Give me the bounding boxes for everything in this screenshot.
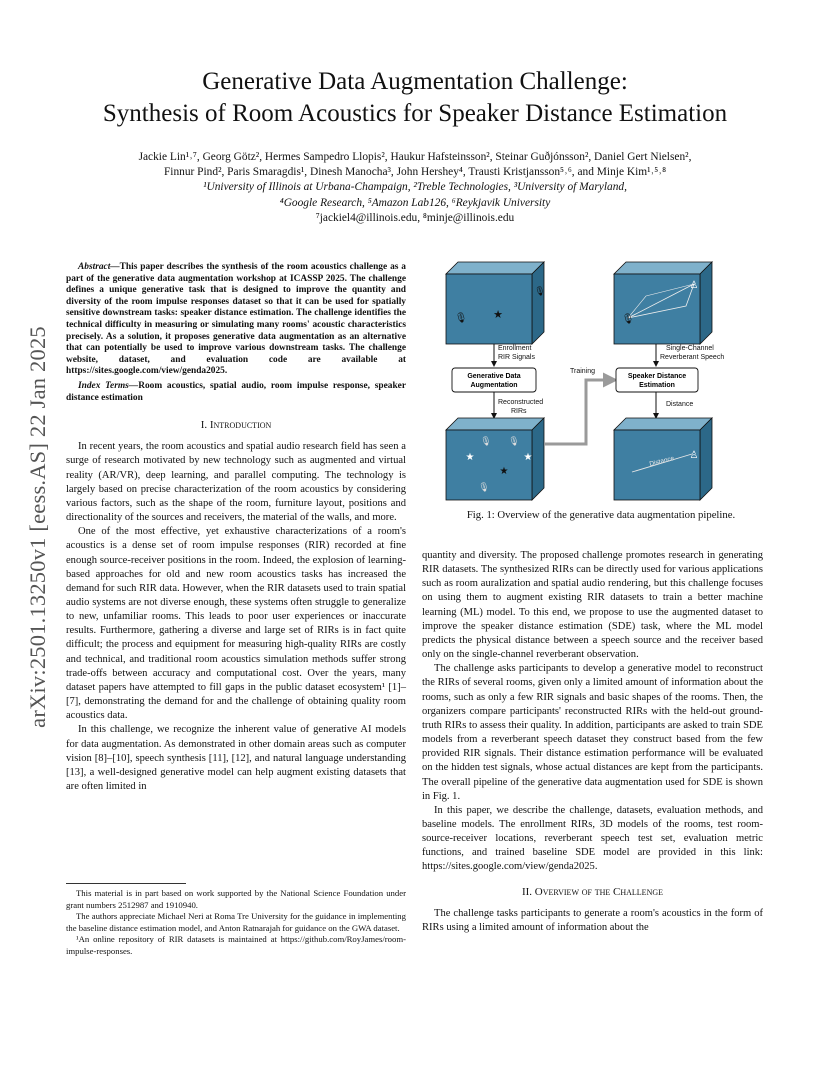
label-training: Training bbox=[570, 368, 596, 375]
right-paragraph-3: In this paper, we describe the challenge, datasets, evaluation methods, and baseline models. The enrollment RIRs, 3D models of the rooms, test room-source-receiver locations, reverberant speech test set, evaluation metric functions, and trained baseline SDE model are provided in this link: https://sites.google.com/view/genda2025. bbox=[422, 804, 763, 873]
footnote-acknowledgement: The authors appreciate Michael Neri at Roma Tre University for the guidance in implementing the baseline distance estimation model, and Anton Ratnarajah for guidance on the GWA dataset. bbox=[66, 911, 406, 933]
title-line-1: Generative Data Augmentation Challenge: bbox=[202, 68, 628, 95]
microphone-icon-2: 🎙 bbox=[534, 286, 546, 296]
abstract-text: This paper describes the synthesis of the room acoustics challenge as a part of the generative data augmentation workshop at ICASSP 2025. The challenge defines a unique generative task that is designed to improve the quantity and diversity of the room impulse responses dataset so that it can be used for spatially sensitive downstream tasks: speaker distance estimation. The challenge identifies the technical difficulty in measuring or simulating many rooms' acoustic characteristics precisely. As a solution, it proposes generative data augmentation as an alternative that can potentially be used to improve various downstream tasks. The challenge website, dataset, and evaluation code are available at https://sites.google.com/view/genda2025. bbox=[66, 262, 406, 377]
box-gen-line-1: Generative Data bbox=[467, 373, 521, 380]
room-cube-enrollment bbox=[446, 262, 546, 344]
left-column bbox=[66, 262, 406, 794]
box-sde-line-1: Speaker Distance bbox=[627, 373, 687, 380]
affiliations-line-1: ¹University of Illinois at Urbana-Champaign, ²Treble Technologies, ³University of Maryland, bbox=[203, 181, 627, 194]
box-generative-augmentation bbox=[452, 368, 536, 392]
overview-paragraph: The challenge tasks participants to generate a room's acoustics in the form of RIRs using a limited amount of information about the bbox=[422, 907, 763, 933]
footnote-repository: ¹An online repository of RIR datasets is maintained at https://github.com/RoyJames/room-impulse-responses. bbox=[66, 934, 406, 956]
microphone-icon-r1: 🎙 bbox=[480, 436, 492, 446]
source-star-icon-1: ★ bbox=[465, 452, 475, 463]
authors-line-2: Finnur Pind², Paris Smaragdis¹, Dinesh Manocha³, John Hershey⁴, Trausti Kristjansson⁵˒⁶, and Minje Kim¹˒⁵˒⁸ bbox=[163, 166, 667, 179]
label-distance-room: Distance bbox=[648, 455, 676, 468]
abstract-label: Abstract— bbox=[78, 262, 120, 272]
room-cube-speech bbox=[614, 262, 712, 344]
arxiv-stamp bbox=[18, 282, 58, 772]
speaker-person-icon-2: ♙ bbox=[689, 450, 699, 461]
right-paragraph-2: The challenge asks participants to develop a generative model to reconstruct the RIRs of several rooms, given only a limited amount of information about the rooms, such as only a few RIR signals and basic shapes of the rooms. Then, the organizers compare participants' reconstructed RIRs with the held-out ground-truth RIRs to assess their quality. In addition, participants are asked to train SDE models from a reverberant speech dataset they construct based from the few provided RIR signals. Their distance estimation performance will be evaluated on the hidden test signals, whose actual distances are kept from the participants. The overall pipeline of the generative data augmentation used for SDE is shown in Fig. 1. bbox=[422, 663, 763, 802]
box-gen-line-2: Augmentation bbox=[470, 382, 518, 389]
microphone-icon-r3: 🎙 bbox=[478, 482, 490, 492]
speaker-person-icon: ♙ bbox=[689, 280, 699, 291]
label-rirs: RIRs bbox=[511, 408, 527, 415]
section-heading-intro: I. Introduction bbox=[200, 419, 272, 432]
authors-line-1: Jackie Lin¹˒⁷, Georg Götz², Hermes Sampedro Llopis², Haukur Hafsteinsson², Steinar Guðjónsson², Daniel Gert Nielsen², bbox=[138, 151, 692, 163]
affiliations-line-2: ⁴Google Research, ⁵Amazon Lab126, ⁶Reykjavik University bbox=[279, 196, 551, 209]
title-line-2: Synthesis of Room Acoustics for Speaker Distance Estimation bbox=[102, 100, 728, 127]
room-cube-distance bbox=[614, 418, 712, 500]
footnote-funding: This material is in part based on work supported by the National Science Foundation under grant numbers 2512987 and 1910940. bbox=[66, 888, 406, 910]
figure-caption: Fig. 1: Overview of the generative data augmentation pipeline. bbox=[466, 509, 736, 521]
label-enrollment: Enrollment bbox=[498, 345, 532, 352]
label-reverberant-speech: Reverberant Speech bbox=[660, 354, 725, 361]
arxiv-stamp-text: arXiv:2501.13250v1 [eess.AS] 22 Jan 2025 bbox=[25, 326, 50, 728]
label-distance: Distance bbox=[666, 401, 694, 408]
box-speaker-distance-estimation bbox=[616, 368, 698, 392]
footnotes bbox=[66, 888, 406, 957]
intro-paragraph-3: In this challenge, we recognize the inherent value of generative AI models for data augmentation. As demonstrated in other domain areas such as computer vision [8]–[10], speech synthesis [11], [12], and natural language understanding [13], a well-designed generative model can help augment existing datasets that are often limited in bbox=[66, 724, 406, 793]
right-paragraph-1: quantity and diversity. The proposed challenge promotes research in generating RIR datasets. The synthesized RIRs can be directly used for various applications such as room auralization and spatial audio rendering, but this challenge focuses on using them to augment existing RIR datasets to train a better machine learning (ML) model. To this end, we propose to use the augmented dataset to improve the speaker distance estimation (SDE) task, where the ML model predicts the physical distance between a speech source and the receiver based only on the single-channel reverberant observation. bbox=[422, 550, 763, 661]
right-column bbox=[422, 549, 763, 935]
section-heading-overview: II. Overview of the Challenge bbox=[521, 885, 664, 898]
index-terms bbox=[66, 381, 406, 404]
label-rir-signals: RIR Signals bbox=[498, 354, 535, 361]
arrow-training bbox=[544, 380, 612, 444]
box-sde-line-2: Estimation bbox=[639, 382, 675, 389]
label-single-channel: Single-Channel bbox=[666, 345, 714, 352]
label-reconstructed: Reconstructed bbox=[498, 399, 544, 406]
index-terms-text: Room acoustics, spatial audio, room impulse response, speaker distance estimation bbox=[66, 380, 406, 403]
source-star-icon: ★ bbox=[493, 309, 503, 321]
source-star-icon-3: ★ bbox=[523, 452, 533, 463]
room-cube-reconstructed bbox=[446, 418, 544, 500]
author-block bbox=[60, 150, 770, 226]
paper-title bbox=[60, 66, 770, 130]
abstract bbox=[66, 262, 406, 378]
intro-paragraph-1: In recent years, the room acoustics and spatial audio research field has seen a surge of research motivated by new technology such as augmented and virtual reality (AR/VR), deep learning, and parallel computing. The technology is largely based on precise characterization of the room acoustics by considering various factors, such as the shape of the room, furniture layout, positions and directionality of the sources and receivers, the material of the walls, and more. bbox=[66, 441, 406, 524]
footnote-rule bbox=[66, 883, 186, 884]
index-terms-label: Index Terms— bbox=[78, 380, 139, 391]
intro-paragraph-2: One of the most effective, yet exhaustive characterizations of a room's acoustics is a dense set of room impulse responses (RIR) recorded at fine enough source-receiver positions in the room. Indeed, the explosion of learning-based approaches for old and new room acoustics tasks has increased the demand for such RIR data. However, when the RIR datasets used to train spatial audio systems are not diverse enough, these systems often struggle to generalize to new, unfamiliar rooms. This leads to poor user experiences or inaccurate results. Furthermore, gathering a diverse and large set of RIRs is in fact quite difficult; the process and equipment for measuring high-quality RIRs are costly and technical, and traditional room acoustics simulation methods suffer strong trade-offs between accuracy and computational cost. Over the years, many dataset papers have attempted to fill gaps in the public dataset ecosystem¹ [1]–[7], demonstrating the demand for and the challenge of obtaining quality room acoustics data. bbox=[66, 526, 406, 722]
microphone-icon-r2: 🎙 bbox=[508, 436, 520, 446]
author-emails: ⁷jackiel4@illinois.edu, ⁸minje@illinois.edu bbox=[315, 211, 515, 224]
microphone-icon: 🎙 bbox=[454, 313, 468, 324]
figure-pipeline-diagram bbox=[436, 256, 766, 506]
microphone-icon-speech: 🎙 bbox=[621, 314, 635, 325]
source-star-icon-2: ★ bbox=[499, 466, 509, 477]
